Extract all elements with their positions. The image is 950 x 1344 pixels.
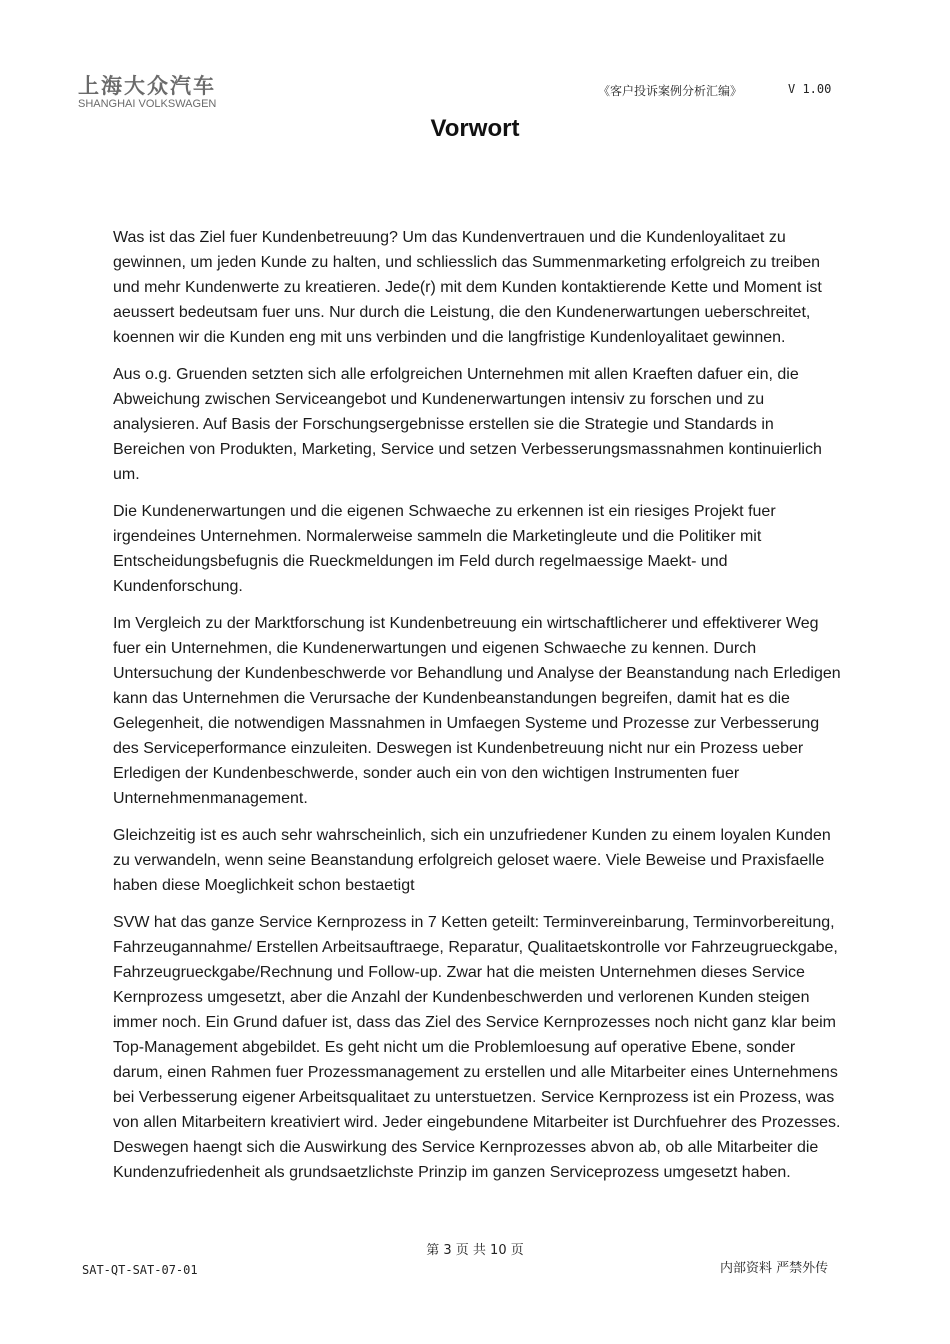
paragraph: SVW hat das ganze Service Kernprozess in 7 Ketten geteilt: Terminvereinbarung, Terminvorbereitung, Fahrzeugannahme/ Erstellen Arbeitsauftraege, Reparatur, Qualitaetskontrolle vor Fahrzeugrueckgabe, Fahrzeugrueckgabe/Rechnung und Follow-up. Zwar hat die meisten Unternehmen dieses Service Kernprozess umgesetzt, aber die Anzahl der Kundenbeschwerden und verlorenen Kunden steigen immer noch. Ein Grund dafuer ist, dass das Ziel des Service Kernprozesses noch nicht ganz klar beim Top-Management abgebildet. Es geht nicht um die Problemloesung auf operative Ebene, sonder darum, einen Rahmen fuer Prozessmanagement zu erstellen und alle Mitarbeiter eines Unternehmens bei Verbesserung eigener Arbeitsqualitaet zu unterstuetzen. Service Kernprozess ist ein Prozess, was von allen Mitarbeitern kreativiert wird. Jeder eingebundene Mitarbeiter ist Durchfuehrer des Prozesses. Deswegen haengt sich die Auswirkung des Service Kernprozesses abvon ab, ob alle Mitarbeiter die Kundenzufriedenheit als grundsaetzlichste Prinzip im ganzen Serviceprozess umgesetzt haben. <box>113 914 841 1181</box>
logo-english-name: SHANGHAI VOLKSWAGEN <box>78 98 217 110</box>
paragraph: Was ist das Ziel fuer Kundenbetreuung? Um das Kundenvertrauen und die Kundenloyalitaet zu gewinnen, um jeden Kunde zu halten, und schliesslich das Summenmarketing erfolgreich zu treiben und mehr Kundenwerte zu kreatieren. Jede(r) mit dem Kunden kontaktierende Kette und Moment ist aeussert bedeutsam fuer uns. Nur durch die Leistung, die den Kundenerwartungen ueberschreitet, koennen wir die Kunden eng mit uns verbinden und die langfristige Kundenloyalitaet gewinnen. <box>113 229 822 346</box>
paragraph: Die Kundenerwartungen und die eigenen Schwaeche zu erkennen ist ein riesiges Projekt fuer irgendeines Unternehmen. Normalerweise sammeln die Marketingleute und die Politiker mit Entscheidungsbefugnis die Rueckmeldungen im Feld durch regelmaessige Maekt- und Kundenforschung. <box>113 503 776 595</box>
body-text <box>113 225 841 1197</box>
paragraph: Gleichzeitig ist es auch sehr wahrscheinlich, sich ein unzufriedener Kunden zu einem loyalen Kunden zu verwandeln, wenn seine Beanstandung erfolgreich geloset waere. Viele Beweise und Praxisfaelle haben diese Moeglichkeit schon bestaetigt <box>113 827 831 894</box>
page-number: 第 3 页 共 10 页 <box>426 1243 524 1258</box>
paragraph: Aus o.g. Gruenden setzten sich alle erfolgreichen Unternehmen mit allen Kraeften dafuer ein, die Abweichung zwischen Serviceangebot und Kundenerwartungen intensiv zu forschen und zu analysieren. Auf Basis der Forschungsergebnisse erstellen sie die Strategie und Standards in Bereichen von Produkten, Marketing, Service und setzen Verbesserungsmassnahmen kontinuierlich um. <box>113 366 822 483</box>
document-title: 《客户投诉案例分析汇编》 <box>598 84 743 98</box>
paragraph: Im Vergleich zu der Marktforschung ist Kundenbetreuung ein wirtschaftlicherer und effektiverer Weg fuer ein Unternehmen, die Kundenerwartungen und eigenen Schwaeche zu kennen. Durch Untersuchung der Kundenbeschwerde vor Behandlung und Analyse der Beanstandung nach Erledigen kann das Unternehmen die Verursache der Kundenbeanstandungen begreifen, damit hat es die Gelegenheit, die notwendigen Massnahmen in Umfaegen Systeme und Prozesse zur Verbesserung des Serviceperformance einzuleiten. Deswegen ist Kundenbetreuung nicht nur ein Prozess ueber Erledigen der Kundenbeschwerde, sonder auch ein von den wichtigen Instrumenten fuer Unternehmenmanagement. <box>113 615 841 807</box>
logo-chinese-name: 上海大众汽车 <box>78 74 216 98</box>
document-code: SAT-QT-SAT-07-01 <box>82 1263 198 1277</box>
page-title: Vorwort <box>430 115 520 142</box>
confidentiality-notice: 内部资料 严禁外传 <box>720 1261 829 1276</box>
document-version: V 1.00 <box>788 82 832 96</box>
company-logo <box>78 74 238 110</box>
